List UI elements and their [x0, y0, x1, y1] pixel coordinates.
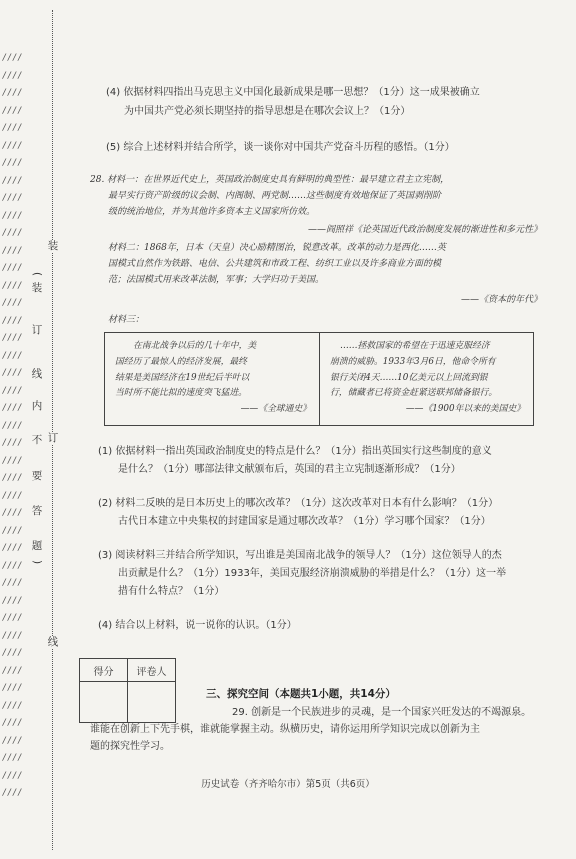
slash-mark: //// [2, 578, 23, 588]
q28-material2: 范；法国模式用来改革法制，军事；大学归功于美国。 [108, 275, 325, 285]
material3-left-line: 国经历了最惊人的经济发展，最终 [115, 356, 247, 367]
score-box[interactable] [80, 682, 128, 723]
slash-mark: //// [2, 123, 23, 133]
binding-char: 线 [29, 368, 45, 380]
slash-mark: //// [2, 420, 23, 431]
binding-char: 装 [29, 282, 45, 294]
binding-margin [0, 0, 60, 859]
slash-mark: //// [2, 525, 23, 536]
slash-mark: //// [2, 735, 23, 746]
grader-box[interactable] [128, 682, 176, 723]
binding-char: 内 [29, 400, 45, 412]
slash-mark: //// [2, 368, 23, 378]
slash-mark: //// [2, 560, 23, 571]
slash-mark: //// [2, 228, 23, 238]
q28-material2: 材料二：1868年，日本（天皇）决心励精图治，锐意改革。改革的动力是西化……英 [108, 243, 446, 253]
slash-mark: //// [2, 683, 23, 693]
binding-char: 装 [45, 240, 61, 252]
material3-left-line: 在南北战争以后的几十年中，美 [133, 341, 257, 351]
section-title: 三、探究空间（本题共1小题，共14分） [206, 688, 396, 700]
slash-mark: //// [2, 438, 23, 448]
q4-line: 为中国共产党必须长期坚持的指导思想是在哪次会议上？（1分） [124, 106, 411, 117]
slash-mark: //// [2, 700, 23, 711]
slash-mark: //// [2, 280, 23, 291]
material3-right-source: ——《1900年以来的美国史》 [405, 404, 525, 415]
q4-line: (4) 依据材料四指出马克思主义中国化最新成果是哪一思想？（1分）这一成果被确立 [106, 87, 480, 98]
q5-line: (5) 综合上述材料并结合所学，谈一谈你对中国共产党奋斗历程的感悟。（1分） [106, 142, 455, 153]
slash-mark: //// [2, 490, 23, 501]
slash-mark: //// [2, 70, 23, 81]
score-table [79, 658, 176, 723]
slash-mark: //// [2, 263, 23, 273]
q28-sub1: 是什么？（1分）哪部法律文献颁布后，英国的君主立宪制逐渐形成？（1分） [118, 464, 461, 475]
slash-mark: //// [2, 770, 23, 781]
q28-material1-source: ——阎照祥《论英国近代政治制度发展的渐进性和多元性》 [307, 225, 542, 235]
slash-mark: //// [2, 595, 23, 606]
slash-mark: //// [2, 315, 23, 326]
q28-material1: 最早实行资产阶级的议会制、内阁制、两党制……这些制度有效地保证了英国剥削阶 [108, 191, 442, 201]
q28-material2-source: ——《资本的年代》 [460, 295, 542, 305]
q28-material2: 国模式自然作为铁路、电信、公共建筑和市政工程、纺织工业以及许多商业方面的模 [108, 259, 442, 269]
q28-sub3: (3) 阅读材料三并结合所学知识，写出谁是美国南北战争的领导人？（1分）这位领导人的杰 [98, 550, 502, 561]
slash-mark: //// [2, 210, 23, 221]
slash-mark: //// [2, 193, 23, 203]
q28-sub2: 古代日本建立中央集权的封建国家是通过哪次改革？（1分）学习哪个国家？（1分） [118, 516, 491, 527]
binding-char: 订 [45, 432, 61, 444]
binding-char: 答 [29, 505, 45, 517]
slash-mark: //// [2, 88, 23, 98]
slash-marks [2, 50, 24, 803]
q28-sub3: 出贡献是什么？（1分）1933年，美国克服经济崩溃威胁的举措是什么？（1分）这一举 [118, 568, 507, 579]
q28-sub2: (2) 材料二反映的是日本历史上的哪次改革？（1分）这次改革对日本有什么影响？（1分） [98, 498, 499, 509]
material3-left-line: 结果是美国经济在19世纪后半叶以 [115, 372, 250, 383]
binding-char: ) [31, 554, 43, 570]
binding-char: 要 [29, 470, 45, 482]
q29-line: 29. 创新是一个民族进步的灵魂，是一个国家兴旺发达的不竭源泉。 [232, 707, 532, 718]
binding-dotted-line [52, 10, 53, 850]
material3-right-line: 崩溃的威胁。1933年3月6日，他命令所有 [330, 356, 496, 367]
slash-mark: //// [2, 455, 23, 466]
slash-mark: //// [2, 403, 23, 413]
material3-right-line: 行，储藏者已将资金赶紧送联邦储备银行。 [330, 388, 498, 399]
slash-mark: //// [2, 350, 23, 361]
q28-sub1: (1) 依据材料一指出英国政治制度史的特点是什么？（1分）指出英国实行这些制度的意义 [98, 446, 492, 457]
material3-left-line: 当时所不能比拟的速度突飞猛进。 [115, 388, 247, 399]
slash-mark: //// [2, 158, 23, 168]
q28-sub4: (4) 结合以上材料，说一说你的认识。（1分） [98, 620, 297, 631]
material3-right-line: 银行关闭4天……10亿美元以上回流到银 [330, 372, 488, 383]
q28-material1: 级的统治地位，并为其他许多资本主义国家所仿效。 [108, 207, 316, 217]
score-header: 得分 [80, 659, 128, 682]
slash-mark: //// [2, 175, 23, 186]
slash-mark: //// [2, 753, 23, 763]
binding-char: 题 [29, 540, 45, 552]
binding-char: 不 [29, 434, 45, 446]
slash-mark: //// [2, 630, 23, 641]
q29-line: 题的探究性学习。 [90, 741, 170, 752]
material3-left-cell [105, 333, 319, 425]
slash-mark: //// [2, 718, 23, 728]
slash-mark: //// [2, 53, 23, 63]
slash-mark: //// [2, 473, 23, 483]
binding-char: ( [31, 266, 43, 282]
material3-right-cell [319, 333, 533, 425]
slash-mark: //// [2, 788, 23, 798]
slash-mark: //// [2, 105, 23, 116]
q28-sub3: 措有什么特点？（1分） [118, 586, 225, 597]
slash-mark: //// [2, 543, 23, 553]
grader-header: 评卷人 [128, 659, 176, 682]
slash-mark: //// [2, 298, 23, 308]
slash-mark: //// [2, 333, 23, 343]
material3-box [104, 332, 534, 426]
page-footer: 历史试卷（齐齐哈尔市）第5页（共6页） [201, 779, 375, 790]
slash-mark: //// [2, 140, 23, 151]
slash-mark: //// [2, 385, 23, 396]
q29-line: 谁能在创新上下先手棋，谁就能掌握主动。纵横历史，请你运用所学知识完成以创新为主 [90, 724, 480, 735]
slash-mark: //// [2, 508, 23, 518]
binding-char: 订 [29, 324, 45, 336]
binding-char: 线 [45, 636, 61, 648]
slash-mark: //// [2, 665, 23, 676]
q28-material3-label: 材料三： [108, 315, 145, 325]
slash-mark: //// [2, 648, 23, 658]
slash-mark: //// [2, 245, 23, 256]
q28-material1: 28. 材料一：在世界近代史上，英国政治制度史具有鲜明的典型性：最早建立君主立宪制， [90, 175, 450, 185]
slash-mark: //// [2, 613, 23, 623]
material3-right-line: ……拯救国家的希望在于迅速克服经济 [340, 341, 490, 351]
material3-left-source: ——《全球通史》 [240, 404, 311, 415]
